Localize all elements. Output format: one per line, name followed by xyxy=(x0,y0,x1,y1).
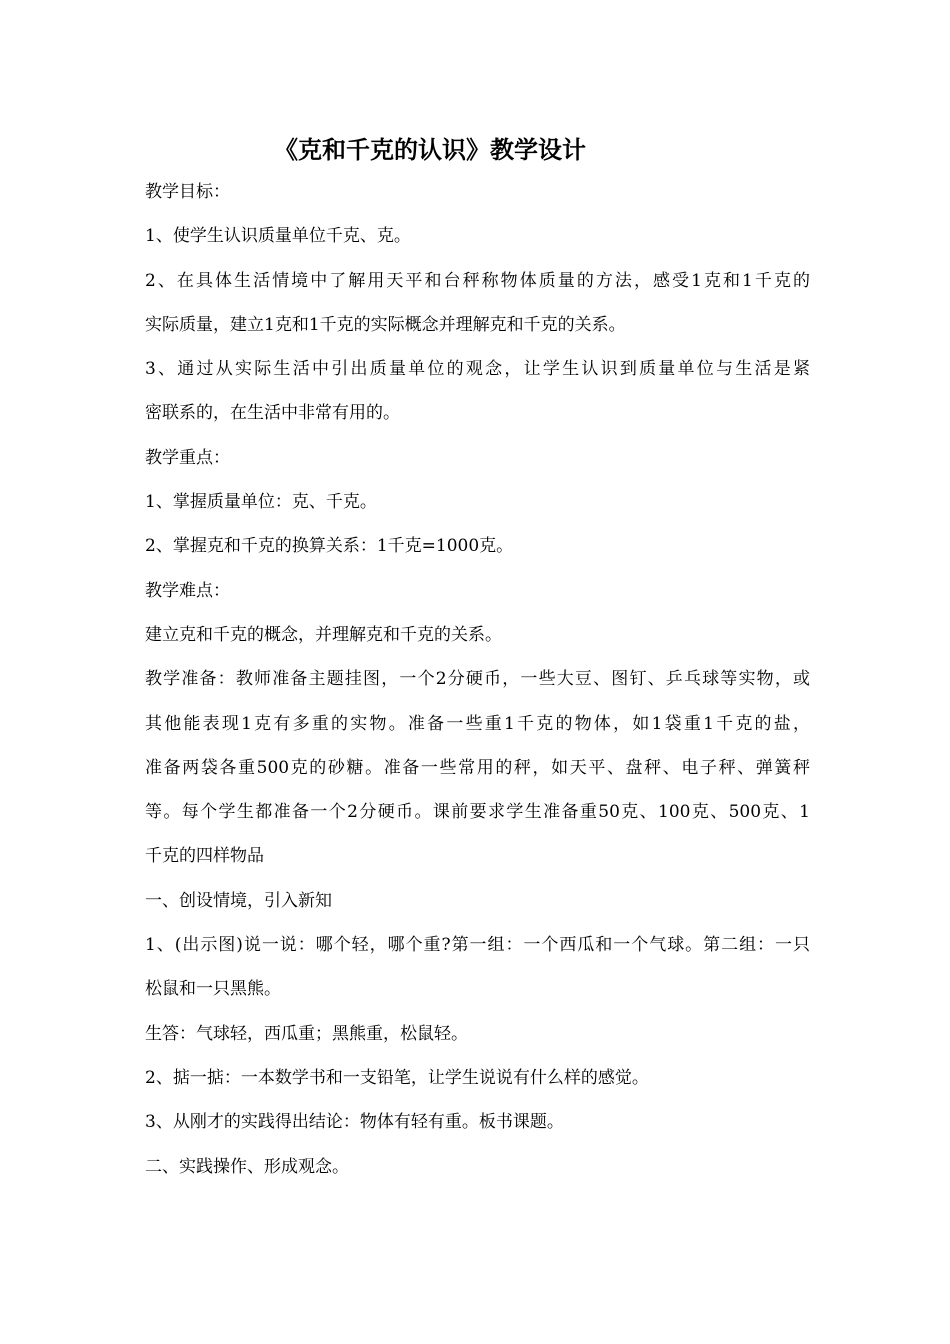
paragraph-line: 二、实践操作、形成观念。 xyxy=(145,1156,349,1177)
paragraph-line: 教学目标： xyxy=(145,182,230,202)
paragraph-line: 2、掂一掂：一本数学书和一支铅笔，让学生说说有什么样的感觉。 xyxy=(145,1067,649,1088)
document-body xyxy=(145,170,810,1189)
paragraph-line: 1、掌握质量单位：克、千克。 xyxy=(145,492,377,513)
paragraph-line: 实际质量，建立1克和1千克的实际概念并理解克和千克的关系。 xyxy=(145,314,626,335)
paragraph-line: 松鼠和一只黑熊。 xyxy=(145,979,281,1000)
paragraph-line: 教学重点： xyxy=(145,447,230,468)
paragraph-line: 建立克和千克的概念，并理解克和千克的关系。 xyxy=(145,624,502,645)
paragraph-line: 一、创设情境，引入新知 xyxy=(145,890,332,911)
paragraph-line: 1、(出示图)说一说：哪个轻，哪个重?第一组：一个西瓜和一个气球。第二组：一只 xyxy=(145,935,810,956)
paragraph-line: 2、掌握克和千克的换算关系：1千克=1000克。 xyxy=(145,536,514,557)
paragraph-line: 3、从刚才的实践得出结论：物体有轻有重。板书课题。 xyxy=(145,1112,564,1133)
paragraph-line: 其他能表现1克有多重的实物。准备一些重1千克的物体，如1袋重1千克的盐， xyxy=(145,713,810,734)
paragraph-line: 密联系的，在生活中非常有用的。 xyxy=(145,403,400,424)
paragraph-line: 教学难点： xyxy=(145,580,230,601)
paragraph-line: 准备两袋各重500克的砂糖。准备一些常用的秤，如天平、盘秤、电子秤、弹簧秤 xyxy=(145,757,810,778)
paragraph-line: 生答：气球轻，西瓜重；黑熊重，松鼠轻。 xyxy=(145,1023,468,1044)
paragraph-line: 等。每个学生都准备一个2分硬币。课前要求学生准备重50克、100克、500克、1 xyxy=(145,802,810,823)
paragraph-line: 2、在具体生活情境中了解用天平和台秤称物体质量的方法，感受1克和1千克的 xyxy=(145,270,810,291)
document-title: 《克和千克的认识》教学设计 xyxy=(274,135,586,164)
paragraph-line: 1、使学生认识质量单位千克、克。 xyxy=(145,226,411,247)
paragraph-line: 千克的四样物品 xyxy=(145,846,264,867)
paragraph-line: 教学准备：教师准备主题挂图，一个2分硬币，一些大豆、图钉、乒乓球等实物，或 xyxy=(145,669,810,690)
paragraph-line: 3、通过从实际生活中引出质量单位的观念，让学生认识到质量单位与生活是紧 xyxy=(145,359,810,380)
